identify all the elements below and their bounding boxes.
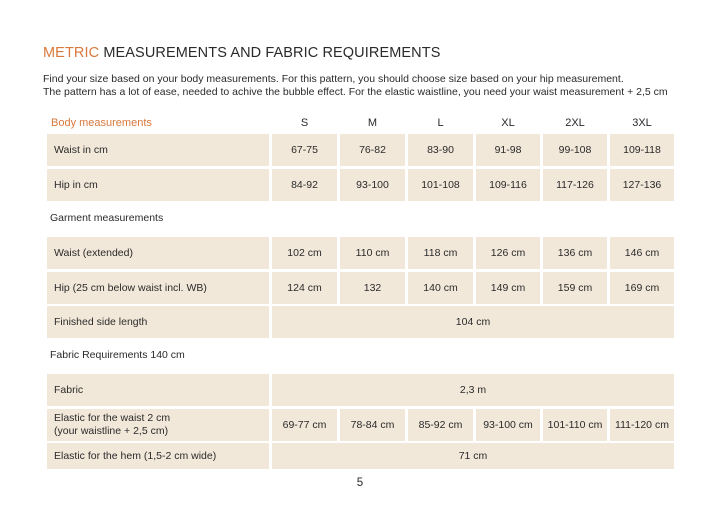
elastic-waist-label-line-1: Elastic for the waist 2 cm bbox=[54, 412, 171, 424]
side-length-value: 104 cm bbox=[272, 306, 674, 338]
elastic-waist-m: 78-84 cm bbox=[340, 409, 405, 441]
waist-extended-3xl: 146 cm bbox=[610, 237, 674, 269]
section-title-garment: Garment measurements bbox=[50, 212, 164, 224]
waist-3xl: 109-118 bbox=[610, 134, 674, 166]
garment-hip-2xl: 159 cm bbox=[543, 272, 607, 304]
elastic-waist-l: 85-92 cm bbox=[408, 409, 473, 441]
row-label-side-length: Finished side length bbox=[47, 306, 269, 338]
row-label-waist-extended: Waist (extended) bbox=[47, 237, 269, 269]
garment-hip-s: 124 cm bbox=[272, 272, 337, 304]
size-header-l: L bbox=[437, 117, 444, 129]
fabric-value: 2,3 m bbox=[272, 374, 674, 406]
body-measurements-header: Body measurements bbox=[51, 117, 152, 129]
hip-xl: 109-116 bbox=[476, 169, 540, 201]
page-title bbox=[43, 45, 440, 61]
size-header-m: M bbox=[367, 117, 378, 129]
garment-hip-3xl: 169 cm bbox=[610, 272, 674, 304]
page-number: 5 bbox=[356, 477, 364, 489]
waist-extended-s: 102 cm bbox=[272, 237, 337, 269]
intro-line-2: The pattern has a lot of ease, needed to achive the bubble effect. For the elastic waistline, you need your waist measurement + 2,5 cm bbox=[43, 85, 668, 98]
hip-2xl: 117-126 bbox=[543, 169, 607, 201]
elastic-hem-value: 71 cm bbox=[272, 443, 674, 469]
elastic-waist-3xl: 111-120 cm bbox=[610, 409, 674, 441]
waist-xl: 91-98 bbox=[476, 134, 540, 166]
size-header-xl: XL bbox=[501, 117, 515, 129]
waist-extended-m: 110 cm bbox=[340, 237, 405, 269]
hip-s: 84-92 bbox=[272, 169, 337, 201]
intro-line-1: Find your size based on your body measurements. For this pattern, you should choose size based on your hip measurement. bbox=[43, 73, 624, 85]
row-label-waist: Waist in cm bbox=[47, 134, 269, 166]
row-label-fabric: Fabric bbox=[47, 374, 269, 406]
garment-hip-m: 132 bbox=[340, 272, 405, 304]
waist-extended-xl: 126 cm bbox=[476, 237, 540, 269]
waist-2xl: 99-108 bbox=[543, 134, 607, 166]
hip-m: 93-100 bbox=[340, 169, 405, 201]
waist-l: 83-90 bbox=[408, 134, 473, 166]
intro-text bbox=[43, 73, 668, 98]
elastic-waist-xl: 93-100 cm bbox=[476, 409, 540, 441]
row-label-elastic-hem: Elastic for the hem (1,5-2 cm wide) bbox=[47, 443, 269, 469]
elastic-waist-2xl: 101-110 cm bbox=[543, 409, 607, 441]
size-header-s: S bbox=[300, 117, 309, 129]
row-label-hip: Hip in cm bbox=[47, 169, 269, 201]
title-accent: METRIC bbox=[43, 45, 100, 61]
elastic-waist-s: 69-77 cm bbox=[272, 409, 337, 441]
section-title-fabric: Fabric Requirements 140 cm bbox=[50, 349, 185, 361]
size-header-3xl: 3XL bbox=[632, 117, 652, 129]
waist-m: 76-82 bbox=[340, 134, 405, 166]
title-rest: MEASUREMENTS AND FABRIC REQUIREMENTS bbox=[103, 45, 441, 61]
size-header-2xl: 2XL bbox=[565, 117, 585, 129]
elastic-waist-label-line-2: (your waistline + 2,5 cm) bbox=[54, 425, 169, 437]
hip-3xl: 127-136 bbox=[610, 169, 674, 201]
row-label-garment-hip: Hip (25 cm below waist incl. WB) bbox=[47, 272, 269, 304]
garment-hip-xl: 149 cm bbox=[476, 272, 540, 304]
waist-extended-l: 118 cm bbox=[408, 237, 473, 269]
garment-hip-l: 140 cm bbox=[408, 272, 473, 304]
waist-extended-2xl: 136 cm bbox=[543, 237, 607, 269]
waist-s: 67-75 bbox=[272, 134, 337, 166]
row-label-elastic-waist bbox=[47, 409, 269, 441]
hip-l: 101-108 bbox=[408, 169, 473, 201]
